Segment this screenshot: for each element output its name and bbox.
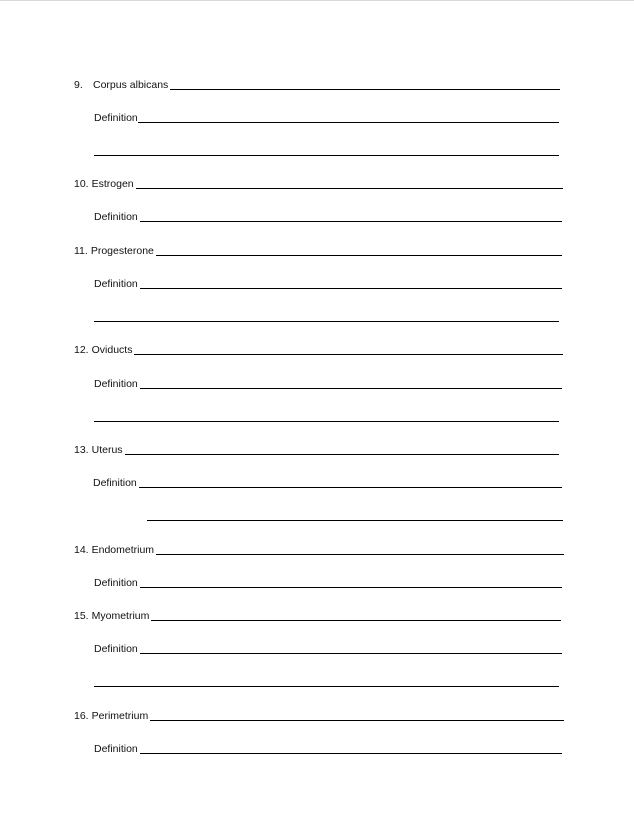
- item-number: 15.: [74, 610, 89, 622]
- term-label: Corpus albicans: [93, 79, 169, 91]
- definition-label: Definition: [94, 112, 138, 124]
- definition-answer-blank[interactable]: [140, 221, 562, 222]
- term-row-endometrium: [74, 542, 564, 556]
- term-row-corpus-albicans: [74, 77, 560, 91]
- definition-answer-blank[interactable]: [140, 388, 562, 389]
- term-label: Progesterone: [90, 245, 154, 257]
- term-answer-blank[interactable]: [156, 554, 564, 555]
- item-number: 10.: [74, 178, 89, 190]
- definition-continuation-line[interactable]: [94, 155, 559, 156]
- term-row-myometrium: [74, 608, 561, 622]
- definition-label: Definition: [94, 211, 138, 223]
- item-number: 14.: [74, 544, 89, 556]
- definition-label: Definition: [94, 378, 138, 390]
- term-label: Oviducts: [91, 344, 133, 356]
- definition-label: Definition: [93, 477, 137, 489]
- term-answer-blank[interactable]: [136, 188, 563, 189]
- term-row-perimetrium: [74, 708, 564, 722]
- definition-label: Definition: [94, 577, 138, 589]
- term-row-oviducts: [74, 342, 563, 356]
- term-label: Endometrium: [91, 544, 155, 556]
- definition-continuation-line[interactable]: [94, 421, 559, 422]
- item-number: 12.: [74, 344, 89, 356]
- definition-answer-blank[interactable]: [140, 653, 562, 654]
- definition-answer-blank[interactable]: [140, 587, 562, 588]
- term-answer-blank[interactable]: [150, 720, 564, 721]
- term-answer-blank[interactable]: [125, 454, 559, 455]
- definition-row: [93, 475, 562, 489]
- term-label: Perimetrium: [91, 710, 149, 722]
- term-label: Estrogen: [91, 178, 134, 190]
- definition-label: Definition: [94, 643, 138, 655]
- definition-answer-blank[interactable]: [140, 753, 562, 754]
- term-row-estrogen: [74, 176, 563, 190]
- item-number: 11.: [74, 245, 88, 257]
- term-label: Myometrium: [91, 610, 150, 622]
- item-number: 9.: [74, 79, 83, 91]
- definition-continuation-line[interactable]: [94, 686, 559, 687]
- term-answer-blank[interactable]: [134, 354, 563, 355]
- definition-answer-blank[interactable]: [139, 487, 562, 488]
- page-top-border: [0, 0, 634, 1]
- item-number: 13.: [74, 444, 89, 456]
- definition-row: [94, 575, 562, 589]
- definition-label: Definition: [94, 743, 138, 755]
- term-row-uterus: [74, 442, 559, 456]
- definition-row: [94, 209, 562, 223]
- definition-row: [94, 276, 562, 290]
- definition-answer-blank[interactable]: [138, 122, 559, 123]
- term-label: Uterus: [91, 444, 123, 456]
- definition-label: Definition: [94, 278, 138, 290]
- definition-row: [94, 376, 562, 390]
- definition-row: [94, 741, 562, 755]
- definition-answer-blank[interactable]: [140, 288, 562, 289]
- item-number: 16.: [74, 710, 89, 722]
- definition-continuation-line[interactable]: [147, 520, 563, 521]
- definition-row: [94, 110, 559, 124]
- term-answer-blank[interactable]: [170, 89, 560, 90]
- definition-row: [94, 641, 562, 655]
- term-answer-blank[interactable]: [156, 255, 562, 256]
- term-row-progesterone: [74, 243, 562, 257]
- term-answer-blank[interactable]: [151, 620, 561, 621]
- definition-continuation-line[interactable]: [94, 321, 559, 322]
